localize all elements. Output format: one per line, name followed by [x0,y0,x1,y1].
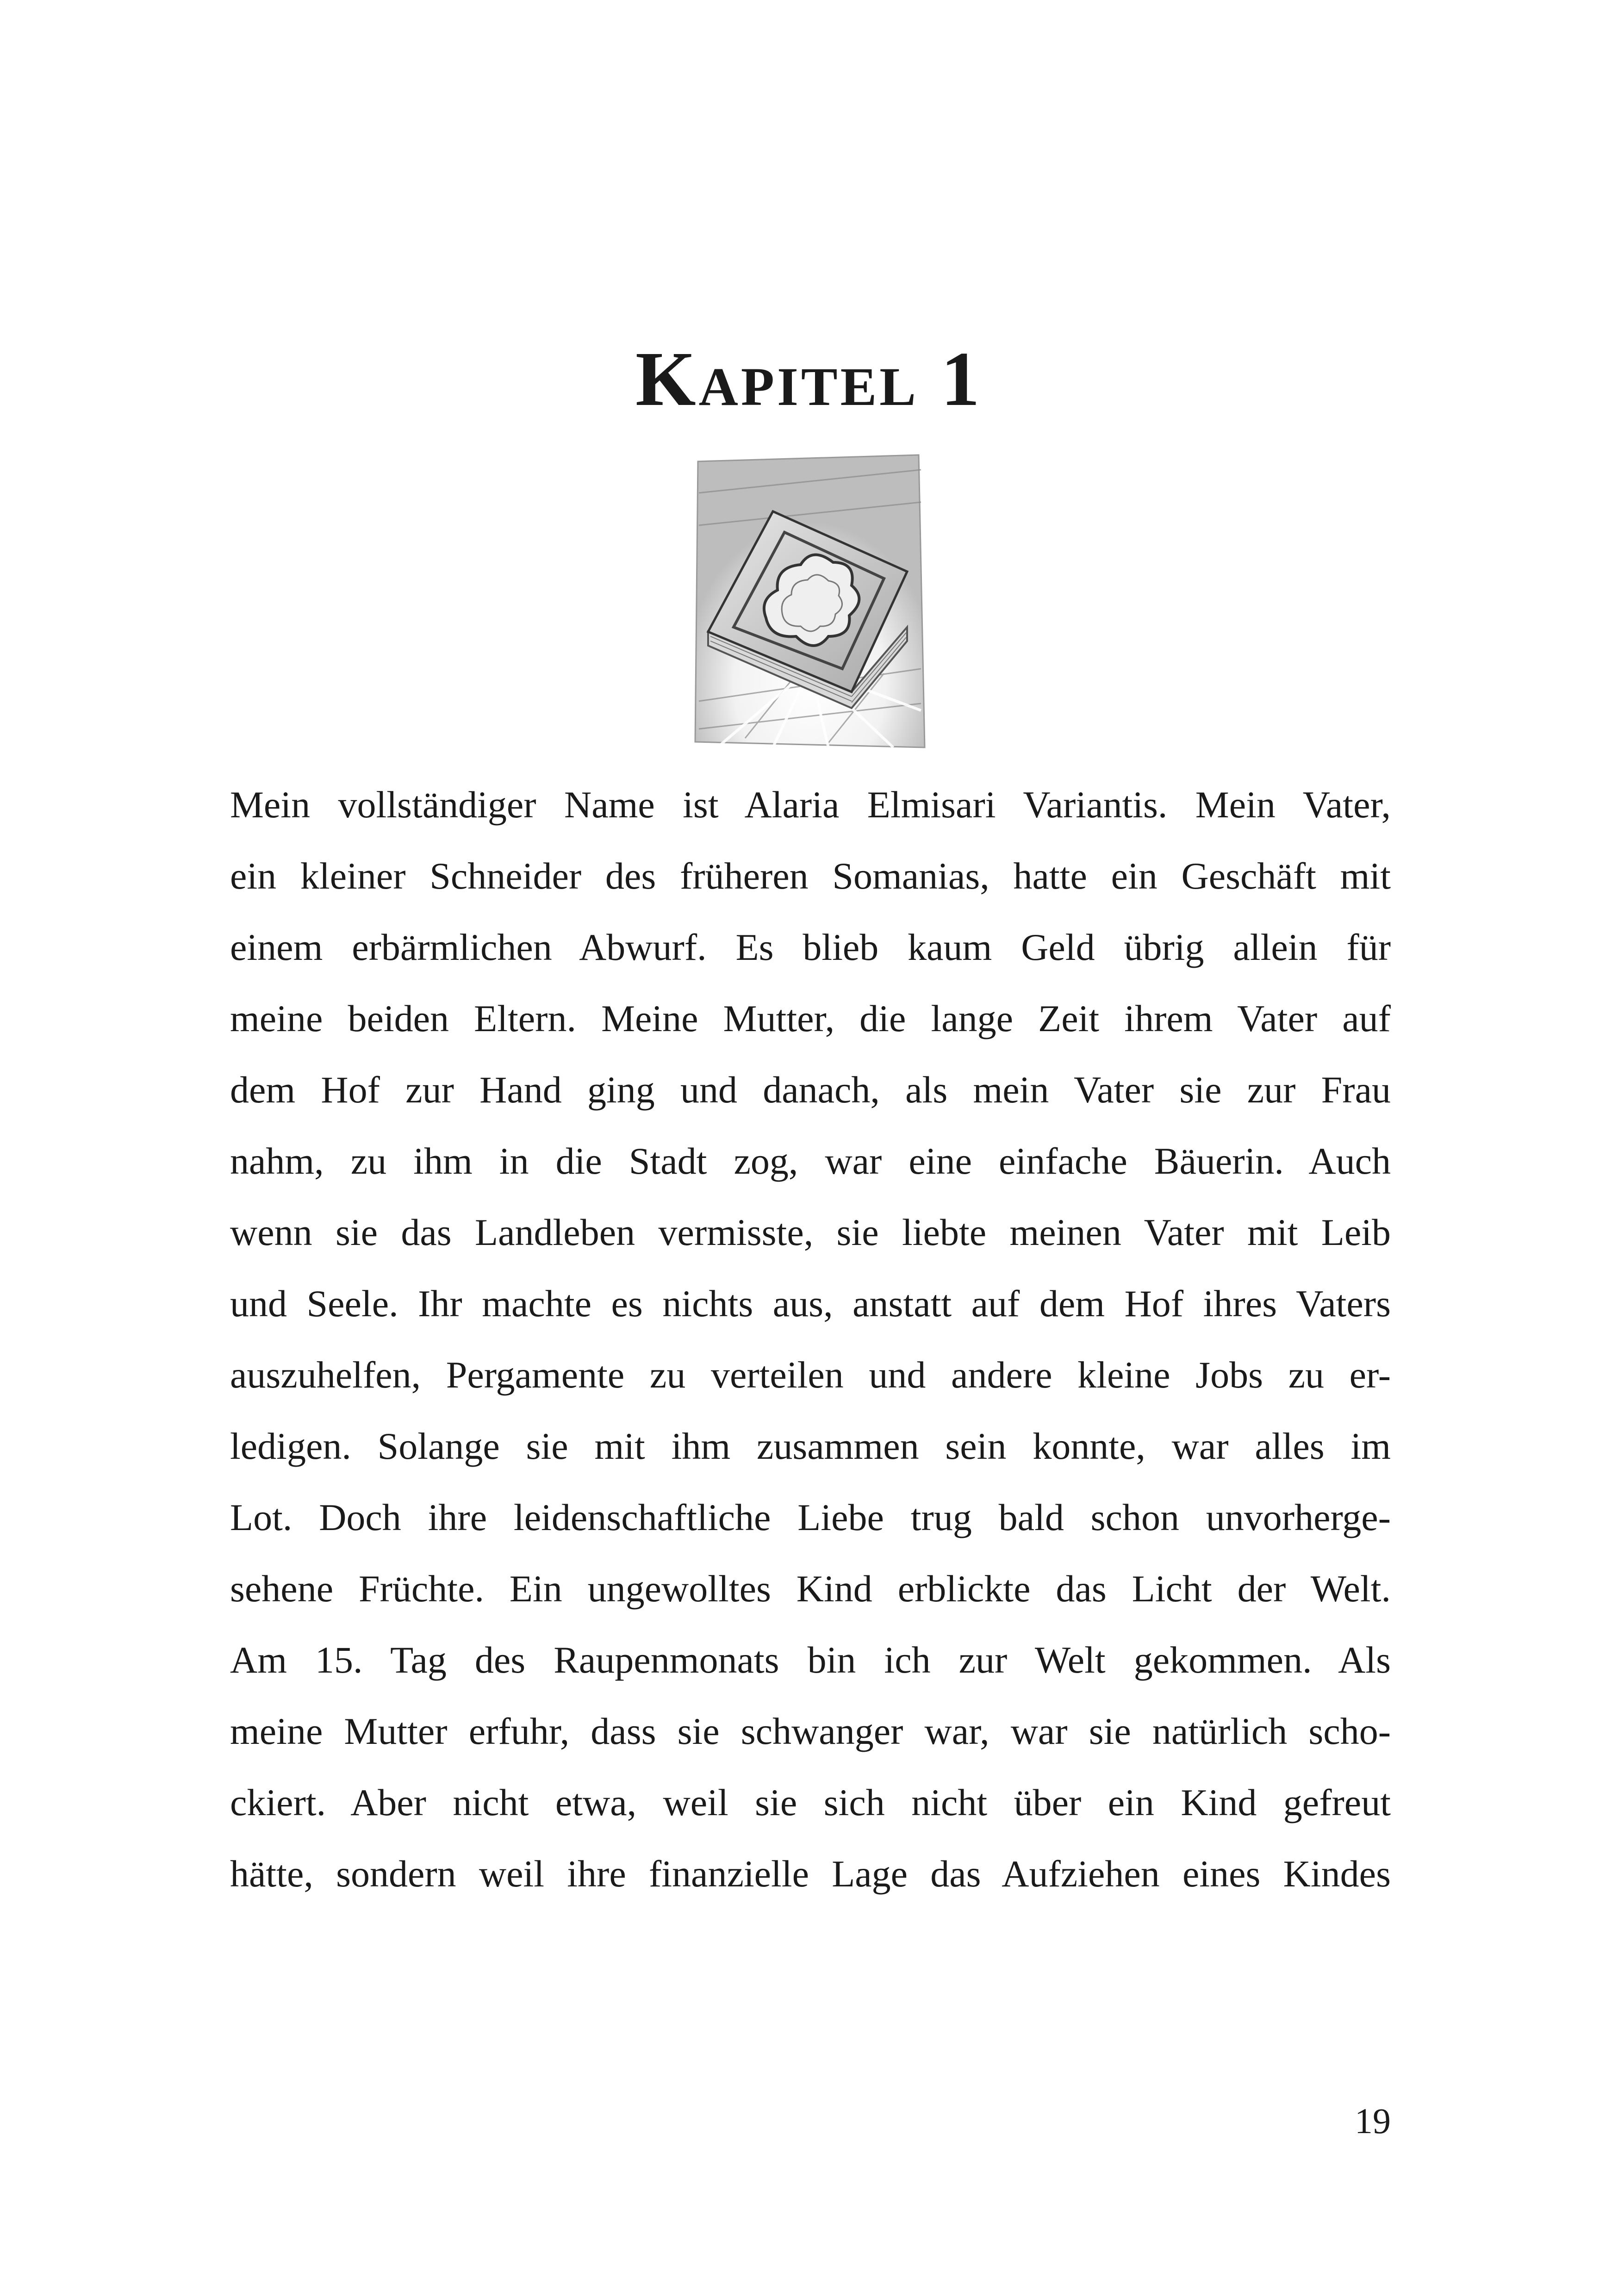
body-line: meine beiden Eltern. Meine Mutter, die lange Zeit ihrem Vater auf [230,997,1391,1039]
chapter-title-text: Kapitel 1 [635,336,983,422]
body-line: meine Mutter erfuhr, dass sie schwanger war, war sie natürlich scho- [230,1710,1391,1752]
body-line: ckiert. Aber nicht etwa, weil sie sich nicht über ein Kind gefreut [230,1781,1391,1823]
body-line: auszuhelfen, Pergamente zu verteilen und andere kleine Jobs zu er- [230,1354,1391,1396]
body-line: ein kleiner Schneider des früheren Somanias, hatte ein Geschäft mit [230,855,1391,897]
body-line: Am 15. Tag des Raupenmonats bin ich zur Welt gekommen. Als [230,1639,1391,1681]
book-icon [690,451,930,752]
chapter-title [0,336,1618,422]
body-line: hätte, sondern weil ihre finanzielle Lage das Aufziehen eines Kindes [230,1853,1391,1895]
body-line: dem Hof zur Hand ging und danach, als mein Vater sie zur Frau [230,1069,1391,1111]
body-line: Lot. Doch ihre leidenschaftliche Liebe trug bald schon unvorherge- [230,1496,1391,1538]
body-text [230,769,1391,1910]
body-line: Mein vollständiger Name ist Alaria Elmisari Variantis. Mein Vater, [230,784,1391,826]
page-number: 19 [1355,2101,1391,2141]
body-line: einem erbärmlichen Abwurf. Es blieb kaum Geld übrig allein für [230,926,1391,968]
body-line: sehene Früchte. Ein ungewolltes Kind erblickte das Licht der Welt. [230,1568,1391,1610]
body-line: nahm, zu ihm in die Stadt zog, war eine einfache Bäuerin. Auch [230,1140,1391,1182]
body-line: ledigen. Solange sie mit ihm zusammen sein konnte, war alles im [230,1425,1391,1467]
body-line: wenn sie das Landleben vermisste, sie liebte meinen Vater mit Leib [230,1211,1391,1253]
body-line: und Seele. Ihr machte es nichts aus, anstatt auf dem Hof ihres Vaters [230,1282,1391,1325]
